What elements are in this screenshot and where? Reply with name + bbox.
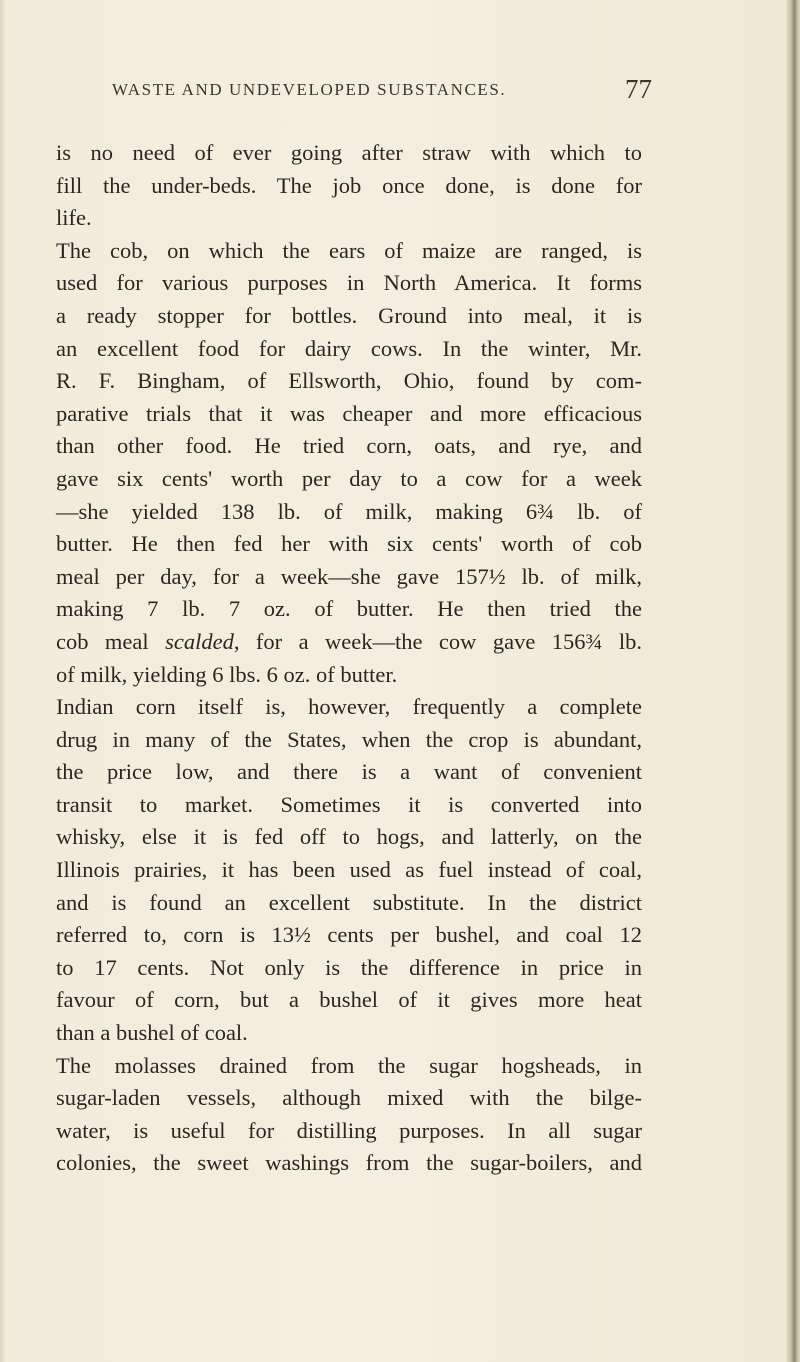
text-line: the price low, and there is a want of convenient — [56, 759, 642, 785]
emphasis: scalded — [165, 628, 234, 654]
text-line: sugar-laden vessels, although mixed with the bilge- — [56, 1085, 642, 1111]
text-line: than a bushel of coal. — [56, 1020, 248, 1046]
text-line: an excellent food for dairy cows. In the winter, Mr. — [56, 335, 642, 361]
text-line: meal per day, for a week—she gave 157½ lb. of milk, — [56, 563, 642, 589]
page-edge-shadow — [0, 0, 6, 1362]
text-line: water, is useful for distilling purposes. In all sugar — [56, 1117, 642, 1143]
text-line: Indian corn itself is, however, frequently a complete — [56, 694, 642, 720]
text-line: used for various purposes in North America. It forms — [56, 270, 642, 296]
text-line-italic-scalded: cob meal scalded, for a week—the cow gave 156¾ lb. — [56, 628, 642, 654]
running-head: WASTE AND UNDEVELOPED SUBSTANCES. — [112, 80, 507, 99]
text-line: whisky, else it is fed off to hogs, and latterly, on the — [56, 824, 642, 850]
text-line: gave six cents' worth per day to a cow for a week — [56, 465, 642, 491]
text-line: parative trials that it was cheaper and more efficacious — [56, 400, 642, 426]
binding-gutter — [786, 0, 800, 1362]
body-text — [56, 137, 642, 1180]
text-line: of milk, yielding 6 lbs. 6 oz. of butter. — [56, 661, 398, 687]
text-line: butter. He then fed her with six cents' worth of cob — [56, 531, 642, 557]
text-line: R. F. Bingham, of Ellsworth, Ohio, found by com- — [56, 368, 642, 394]
text-line: life. — [56, 205, 92, 231]
text-line: transit to market. Sometimes it is converted into — [56, 791, 642, 817]
text-line: is no need of ever going after straw with which to — [56, 140, 642, 165]
text-line: and is found an excellent substitute. In the district — [56, 889, 642, 915]
page-header — [112, 74, 652, 106]
text-line: drug in many of the States, when the crop is abundant, — [56, 726, 642, 752]
text-line: colonies, the sweet washings from the sugar-boilers, and — [56, 1150, 642, 1176]
text-line: than other food. He tried corn, oats, and rye, and — [56, 433, 642, 459]
text-line: to 17 cents. Not only is the difference in price in — [56, 954, 642, 980]
text-line: making 7 lb. 7 oz. of butter. He then tried the — [56, 596, 642, 622]
text-line: —she yielded 138 lb. of milk, making 6¾ lb. of — [56, 498, 642, 524]
text-line: fill the under-beds. The job once done, is done for — [56, 172, 642, 198]
page-number: 77 — [625, 74, 652, 104]
text-line: The molasses drained from the sugar hogsheads, in — [56, 1052, 642, 1078]
text-line: a ready stopper for bottles. Ground into meal, it is — [56, 302, 642, 328]
text-line: referred to, corn is 13½ cents per bushel, and coal 12 — [56, 922, 642, 948]
text-line: The cob, on which the ears of maize are ranged, is — [56, 237, 642, 263]
text-line: favour of corn, but a bushel of it gives more heat — [56, 987, 642, 1013]
text-line: Illinois prairies, it has been used as fuel instead of coal, — [56, 857, 642, 883]
